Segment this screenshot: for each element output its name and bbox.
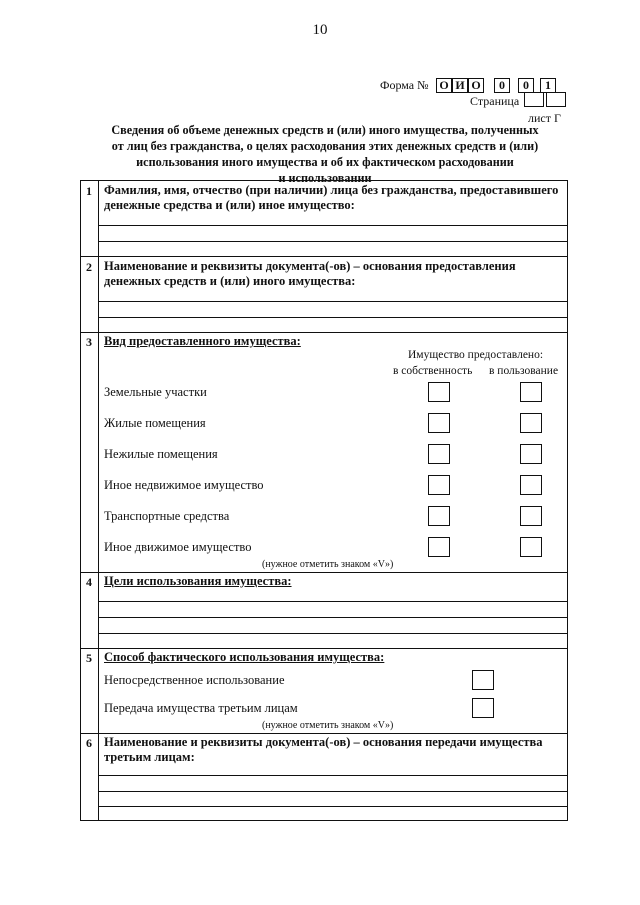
form-code-cell: 1 xyxy=(540,78,556,93)
form-code-cell: О xyxy=(436,78,452,93)
entry-line[interactable] xyxy=(98,301,568,302)
sheet-label: лист Г xyxy=(528,111,561,125)
page-field-cell[interactable] xyxy=(524,92,544,107)
property-provided-label: Имущество предоставлено: xyxy=(408,349,544,361)
ownership-checkbox[interactable] xyxy=(428,444,450,464)
entry-line[interactable] xyxy=(98,241,568,242)
section-divider xyxy=(80,572,568,573)
use-checkbox[interactable] xyxy=(520,382,542,402)
entry-line[interactable] xyxy=(98,806,568,807)
property-type-label: Иное движимое имущество xyxy=(104,540,252,554)
property-type-label: Жилые помещения xyxy=(104,416,206,430)
transfer-checkbox[interactable] xyxy=(472,698,494,718)
ownership-checkbox[interactable] xyxy=(428,413,450,433)
section-3-heading: Вид предоставленного имущества: xyxy=(104,334,301,348)
use-checkbox[interactable] xyxy=(520,537,542,557)
section-divider xyxy=(80,733,568,734)
ownership-checkbox[interactable] xyxy=(428,382,450,402)
property-type-label: Иное недвижимое имущество xyxy=(104,478,264,492)
form-number-label: Форма № xyxy=(380,78,429,92)
entry-line[interactable] xyxy=(98,775,568,776)
ownership-checkbox[interactable] xyxy=(428,475,450,495)
use-checkbox[interactable] xyxy=(520,506,542,526)
use-checkbox[interactable] xyxy=(520,444,542,464)
section-number: 2 xyxy=(86,260,92,274)
section-2-heading: Наименование и реквизиты документа(-ов) – основания предоставления денежных средств и (или) иного имущества: xyxy=(104,259,516,288)
ownership-checkbox[interactable] xyxy=(428,537,450,557)
direct-use-checkbox[interactable] xyxy=(472,670,494,690)
form-code-cell: 0 xyxy=(518,78,534,93)
form-code-cell: 0 xyxy=(494,78,510,93)
entry-line[interactable] xyxy=(98,617,568,618)
use-checkbox[interactable] xyxy=(520,475,542,495)
checkbox-hint: (нужное отметить знаком «V») xyxy=(262,720,394,731)
section-number: 5 xyxy=(86,651,92,665)
section-divider xyxy=(80,648,568,649)
section-number: 1 xyxy=(86,184,92,198)
page-label: Страница xyxy=(470,94,520,108)
column-ownership: в собственность xyxy=(393,365,473,377)
property-type-label: Нежилые помещения xyxy=(104,447,218,461)
entry-line[interactable] xyxy=(98,225,568,226)
section-4-heading: Цели использования имущества: xyxy=(104,574,292,588)
ownership-checkbox[interactable] xyxy=(428,506,450,526)
number-column-divider xyxy=(98,180,99,821)
checkbox-hint: (нужное отметить знаком «V») xyxy=(262,559,394,570)
page-number: 10 xyxy=(312,22,328,38)
section-1-heading: Фамилия, имя, отчество (при наличии) лица без гражданства, предоставившего денежные средства и (или) иное имущество: xyxy=(104,183,559,212)
form-code-cell: О xyxy=(468,78,484,93)
usage-method-label: Передача имущества третьим лицам xyxy=(104,701,298,715)
entry-line[interactable] xyxy=(98,633,568,634)
entry-line[interactable] xyxy=(98,791,568,792)
section-number: 3 xyxy=(86,335,92,349)
page-field-cell[interactable] xyxy=(546,92,566,107)
section-number: 6 xyxy=(86,736,92,750)
use-checkbox[interactable] xyxy=(520,413,542,433)
column-use: в пользование xyxy=(489,365,559,377)
property-type-label: Транспортные средства xyxy=(104,509,230,523)
section-divider xyxy=(80,256,568,257)
section-divider xyxy=(80,332,568,333)
usage-method-label: Непосредственное использование xyxy=(104,673,285,687)
entry-line[interactable] xyxy=(98,317,568,318)
form-title: Сведения об объеме денежных средств и (или) иного имущества, полученных от лиц без гражданства, о целях расходования этих денежных средств и (или) использования иного имущества и об их фактическом расходовании и использовании xyxy=(111,123,539,185)
section-6-heading: Наименование и реквизиты документа(-ов) – основания передачи имущества третьим лицам: xyxy=(104,735,543,764)
property-type-label: Земельные участки xyxy=(104,385,207,399)
entry-line[interactable] xyxy=(98,601,568,602)
section-number: 4 xyxy=(86,575,92,589)
form-code-cell: И xyxy=(452,78,468,93)
section-5-heading: Способ фактического использования имущества: xyxy=(104,650,385,664)
